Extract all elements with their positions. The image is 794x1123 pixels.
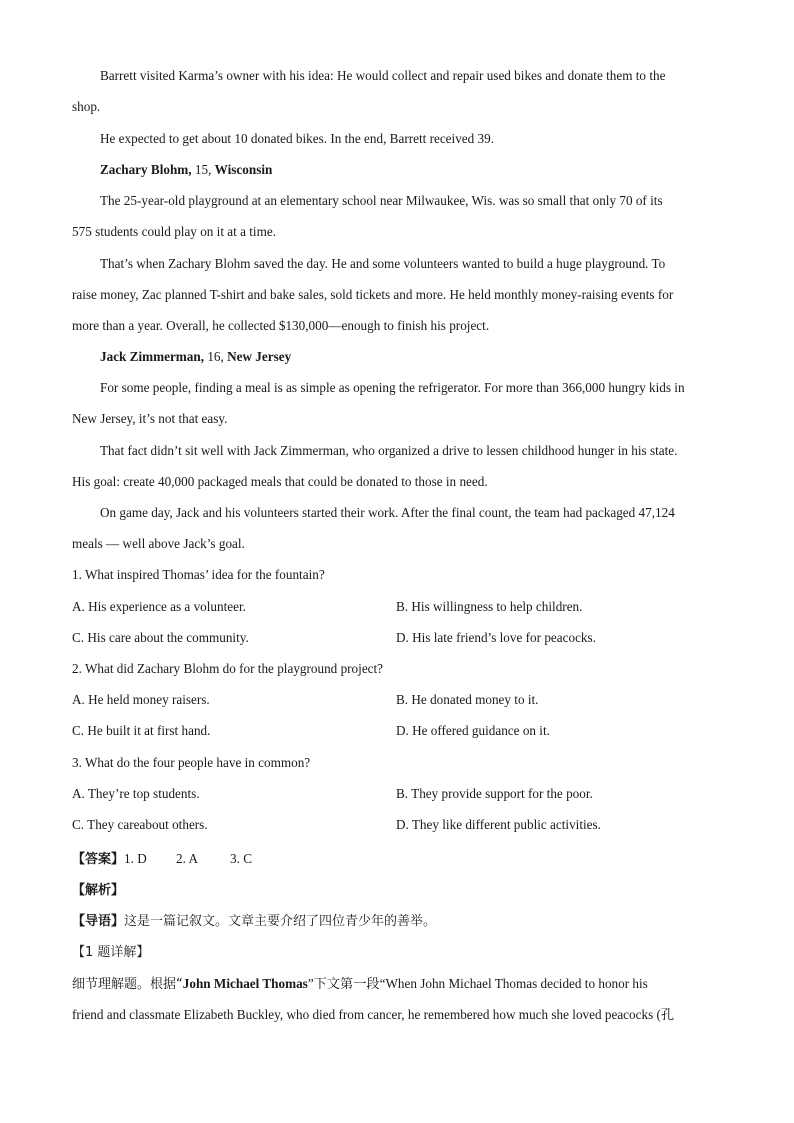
option-a: A. His experience as a volunteer.	[72, 599, 246, 614]
person-heading-zachary	[100, 162, 272, 178]
passage-line: On game day, Jack and his volunteers started their work. After the final count, the team had packaged 47,124	[100, 505, 675, 520]
question-stem: 3. What do the four people have in common?	[72, 755, 311, 770]
passage-line: meals — well above Jack’s goal.	[72, 536, 245, 551]
explanation-mid: ”下文第一段“When John Michael Thomas decided to honor his	[307, 976, 648, 991]
explanation-prefix: 细节理解题。根据“	[72, 977, 183, 992]
passage-line: 575 students could play on it at a time.	[72, 224, 277, 239]
passage-line: That fact didn’t sit well with Jack Zimmerman, who organized a drive to lessen childhood hunger in his state.	[100, 443, 678, 458]
intro-line	[72, 910, 436, 929]
explanation-keyword: John Michael Thomas	[182, 976, 308, 991]
person-name: Jack Zimmerman,	[100, 349, 205, 364]
passage-line: That’s when Zachary Blohm saved the day. He and some volunteers wanted to build a huge playground. To	[100, 256, 666, 271]
passage-line: For some people, finding a meal is as simple as opening the refrigerator. For more than 366,000 hungry kids in	[100, 380, 685, 395]
option-b: B. His willingness to help children.	[396, 599, 583, 614]
answer-3: 3. C	[230, 851, 252, 866]
option-b: B. He donated money to it.	[396, 692, 539, 707]
passage-line: He expected to get about 10 donated bikes. In the end, Barrett received 39.	[100, 131, 495, 146]
answer-key	[72, 848, 252, 867]
intro-text: 这是一篇记叙文。文章主要介绍了四位青少年的善举。	[124, 914, 437, 929]
intro-label: 【导语】	[72, 914, 125, 929]
person-age: 16,	[204, 349, 228, 364]
explanation-line: friend and classmate Elizabeth Buckley, who died from cancer, he remembered how much she loved peacocks (孔	[72, 1007, 675, 1022]
question-stem: 2. What did Zachary Blohm do for the playground project?	[72, 661, 384, 676]
option-c: C. His care about the community.	[72, 630, 249, 645]
passage-line: His goal: create 40,000 packaged meals that could be donated to those in need.	[72, 474, 488, 489]
passage-line: raise money, Zac planned T-shirt and bake sales, sold tickets and more. He held monthly money-raising events for	[72, 287, 674, 302]
option-d: D. They like different public activities.	[396, 817, 601, 832]
option-c: C. They careabout others.	[72, 817, 208, 832]
person-name: Zachary Blohm,	[100, 162, 192, 177]
analysis-label: 【解析】	[72, 883, 125, 898]
person-place: Wisconsin	[214, 162, 273, 177]
passage-line: shop.	[72, 99, 101, 114]
q1-detail-label: 【1 题详解】	[72, 945, 150, 960]
answer-1: 1. D	[124, 851, 147, 866]
explanation-line	[72, 973, 648, 992]
answer-2: 2. A	[176, 851, 198, 866]
option-c: C. He built it at first hand.	[72, 723, 211, 738]
person-age: 15,	[191, 162, 215, 177]
option-b: B. They provide support for the poor.	[396, 786, 593, 801]
person-place: New Jersey	[227, 349, 292, 364]
passage-line: The 25-year-old playground at an elementary school near Milwaukee, Wis. was so small that only 70 of its	[100, 193, 663, 208]
option-a: A. He held money raisers.	[72, 692, 210, 707]
answer-label: 【答案】	[72, 852, 125, 867]
passage-line: New Jersey, it’s not that easy.	[72, 411, 228, 426]
option-a: A. They’re top students.	[72, 786, 200, 801]
option-d: D. He offered guidance on it.	[396, 723, 550, 738]
passage-line: Barrett visited Karma’s owner with his idea: He would collect and repair used bikes and donate them to the	[100, 68, 666, 83]
passage-line: more than a year. Overall, he collected $130,000—enough to finish his project.	[72, 318, 490, 333]
person-heading-jack	[100, 349, 291, 365]
question-stem: 1. What inspired Thomas’ idea for the fountain?	[72, 567, 325, 582]
option-d: D. His late friend’s love for peacocks.	[396, 630, 596, 645]
